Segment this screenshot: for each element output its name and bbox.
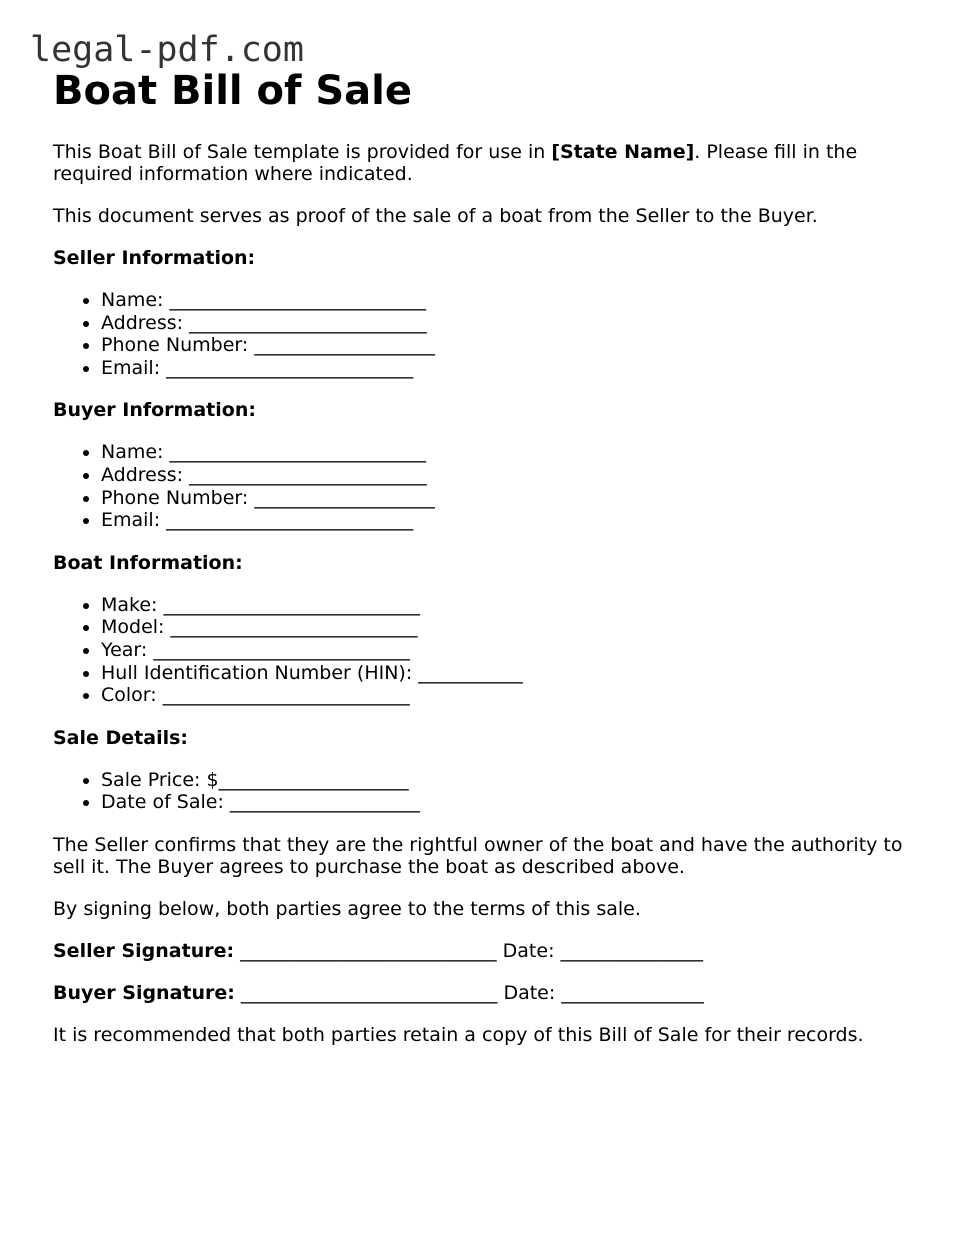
seller-name-field: • Name: ___________________________ <box>101 289 933 312</box>
boat-color-field: • Color: __________________________ <box>101 684 933 707</box>
buyer-signature-blanks: ___________________________ Date: _______________ <box>234 981 704 1004</box>
page-title: Boat Bill of Sale <box>53 68 413 114</box>
seller-signature-line <box>53 940 933 962</box>
seller-address-field: • Address: _________________________ <box>101 312 933 335</box>
buyer-phone-field: • Phone Number: ___________________ <box>101 487 933 510</box>
confirmation-paragraph: The Seller confirms that they are the rightful owner of the boat and have the authority to sell it. The Buyer agrees to purchase the boat as described above. <box>53 833 903 878</box>
buyer-email-field: • Email: __________________________ <box>101 509 933 532</box>
buyer-name-field: • Name: ___________________________ <box>101 441 933 464</box>
sale-price-field: • Sale Price: $____________________ <box>101 769 933 792</box>
sale-fields-list <box>53 769 933 814</box>
agreement-paragraph: By signing below, both parties agree to the terms of this sale. <box>53 897 641 920</box>
boat-model-field: • Model: __________________________ <box>101 616 933 639</box>
sale-date-field: • Date of Sale: ____________________ <box>101 791 933 814</box>
purpose-paragraph: This document serves as proof of the sale of a boat from the Seller to the Buyer. <box>53 205 818 227</box>
intro-text-after: . Please fill in the required information where indicated. <box>53 141 858 185</box>
boat-year-field: • Year: ___________________________ <box>101 639 933 662</box>
document-page <box>53 68 933 1046</box>
watermark: legal-pdf.com <box>30 30 304 70</box>
buyer-address-field: • Address: _________________________ <box>101 464 933 487</box>
seller-fields-list <box>53 289 933 379</box>
sale-section-heading: Sale Details: <box>53 726 189 749</box>
intro-paragraph <box>53 141 933 185</box>
seller-phone-field: • Phone Number: ___________________ <box>101 334 933 357</box>
seller-signature-blanks: ___________________________ Date: _______________ <box>234 939 704 962</box>
buyer-signature-label: Buyer Signature: <box>53 981 235 1004</box>
seller-email-field: • Email: __________________________ <box>101 357 933 380</box>
state-name-placeholder: [State Name] <box>551 141 695 163</box>
boat-section-heading: Boat Information: <box>53 551 243 574</box>
seller-signature-label: Seller Signature: <box>53 939 235 962</box>
buyer-section-heading: Buyer Information: <box>53 399 256 422</box>
seller-section-heading: Seller Information: <box>53 247 256 269</box>
boat-hin-field: • Hull Identification Number (HIN): ___________ <box>101 662 933 685</box>
boat-make-field: • Make: ___________________________ <box>101 594 933 617</box>
buyer-signature-line <box>53 982 933 1004</box>
boat-fields-list <box>53 594 933 707</box>
buyer-fields-list <box>53 441 933 531</box>
closing-paragraph: It is recommended that both parties retain a copy of this Bill of Sale for their records. <box>53 1023 864 1046</box>
intro-text-before: This Boat Bill of Sale template is provided for use in <box>53 141 552 163</box>
